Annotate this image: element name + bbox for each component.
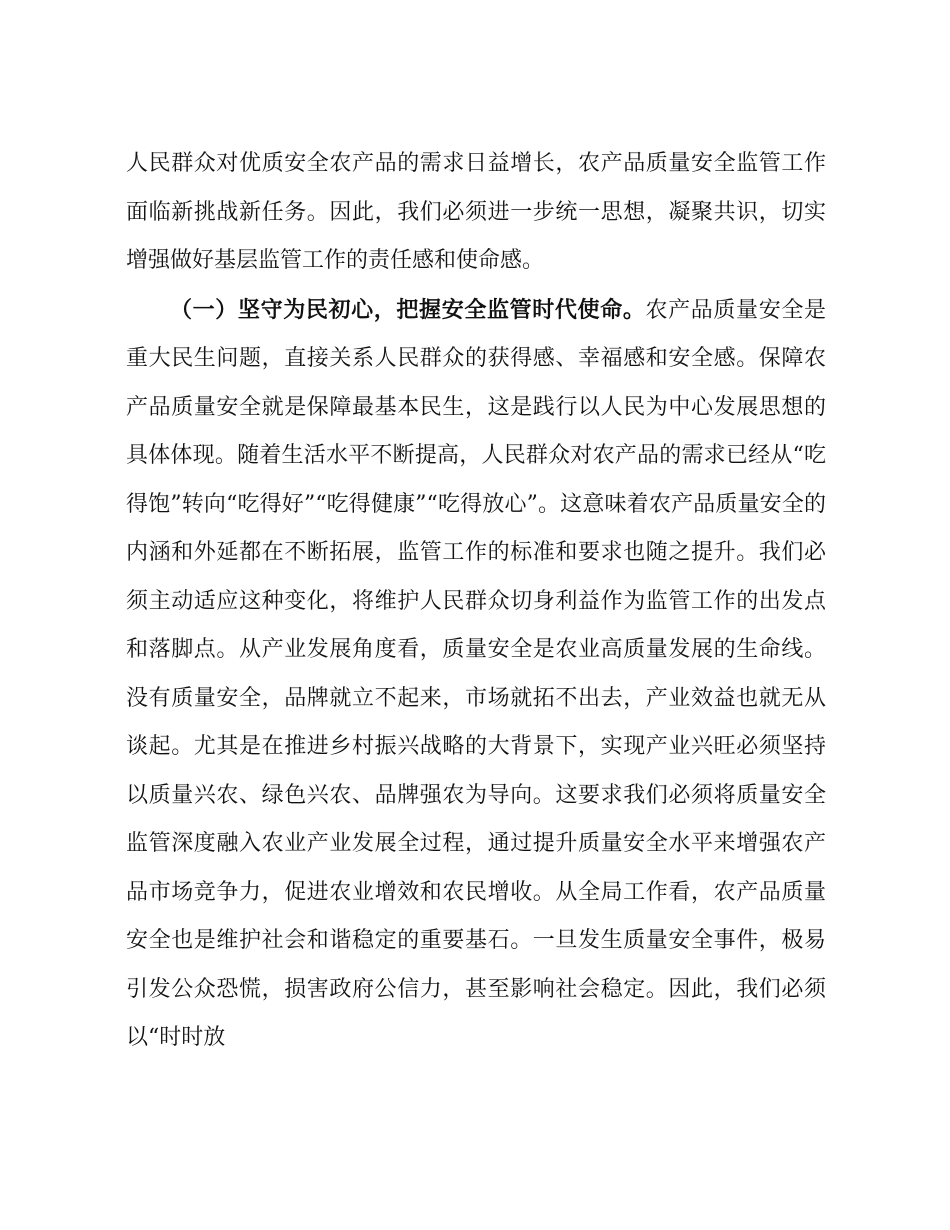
section-heading: （一）坚守为民初心，把握安全监管时代使命。 <box>170 296 646 323</box>
body-text <box>126 140 826 1063</box>
paragraph-section-1 <box>126 286 826 1063</box>
paragraph-continuation <box>126 140 826 286</box>
paragraph-text: 人民群众对优质安全农产品的需求日益增长，农产品质量安全监管工作面临新挑战新任务。因此，我们必须进一步统一思想，凝聚共识，切实增强做好基层监管工作的责任感和使命感。 <box>126 151 826 273</box>
paragraph-text: 农产品质量安全是重大民生问题，直接关系人民群众的获得感、幸福感和安全感。保障农产品质量安全就是保障最基本民生，这是践行以人民为中心发展思想的具体体现。随着生活水平不断提高，人民群众对农产品的需求已经从“吃得饱”转向“吃得好”“吃得健康”“吃得放心”。这意味着农产品质量安全的内涵和外延都在不断拓展，监管工作的标准和要求也随之提升。我们必须主动适应这种变化，将维护人民群众切身利益作为监管工作的出发点和落脚点。从产业发展角度看，质量安全是农业高质量发展的生命线。没有质量安全，品牌就立不起来，市场就拓不出去，产业效益也就无从谈起。尤其是在推进乡村振兴战略的大背景下，实现产业兴旺必须坚持以质量兴农、绿色兴农、品牌强农为导向。这要求我们必须将质量安全监管深度融入农业产业发展全过程，通过提升质量安全水平来增强农产品市场竞争力，促进农业增效和农民增收。从全局工作看，农产品质量安全也是维护社会和谐稳定的重要基石。一旦发生质量安全事件，极易引发公众恐慌，损害政府公信力，甚至影响社会稳定。因此，我们必须以“时时放 <box>126 297 826 1050</box>
